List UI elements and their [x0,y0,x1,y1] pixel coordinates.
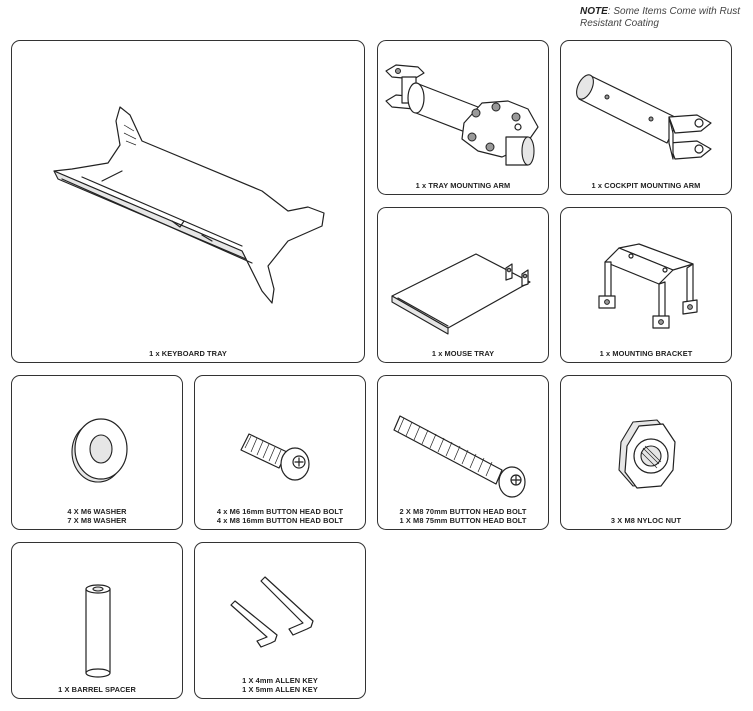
label-line-1: 4 X M6 WASHER [67,507,127,516]
mouse-tray-icon [378,208,550,364]
nyloc-nut-icon [561,376,733,531]
item-card-bolts-long [377,375,549,530]
item-card-mouse-tray [377,207,549,363]
label-line-2: 7 X M8 WASHER [67,516,127,525]
item-label [12,507,182,525]
label-line-1: 1 X BARREL SPACER [58,685,136,694]
label-line-1: 2 X M8 70mm BUTTON HEAD BOLT [399,507,527,516]
barrel-spacer-icon [12,543,184,700]
note-text: : Some Items Come with Rust Resistant Coating [580,6,741,29]
label-line-2: 1 X M8 75mm BUTTON HEAD BOLT [399,516,527,525]
label-line-2: 4 x M8 16mm BUTTON HEAD BOLT [216,516,344,525]
item-label [561,181,731,190]
label-line-1: 4 x M6 16mm BUTTON HEAD BOLT [216,507,344,516]
item-label [378,507,548,525]
item-card-cockpit-mounting-arm [560,40,732,195]
label-line-1: 1 x COCKPIT MOUNTING ARM [591,181,701,190]
rust-coating-note [580,6,750,30]
item-label [561,349,731,358]
item-label [195,507,365,525]
item-label [561,516,731,525]
label-line-1: 1 x MOUNTING BRACKET [599,349,693,358]
item-card-bolts-16mm [194,375,366,530]
item-label [12,349,364,358]
item-card-tray-mounting-arm [377,40,549,195]
item-card-nyloc-nut [560,375,732,530]
item-label [378,181,548,190]
label-line-1: 1 x TRAY MOUNTING ARM [415,181,511,190]
item-label [12,685,182,694]
mounting-bracket-icon [561,208,733,364]
item-card-washers [11,375,183,530]
item-card-mounting-bracket [560,207,732,363]
item-card-barrel-spacer [11,542,183,699]
note-prefix: NOTE [580,6,608,17]
cockpit-mounting-arm-icon [561,41,733,196]
keyboard-tray-icon [12,41,366,364]
tray-mounting-arm-icon [378,41,550,196]
label-line-1: 1 x MOUSE TRAY [431,349,495,358]
item-label [195,676,365,694]
label-line-1: 1 x KEYBOARD TRAY [149,349,227,358]
label-line-1: 1 X 4mm ALLEN KEY [242,676,318,685]
item-label [378,349,548,358]
item-card-allen-keys [194,542,366,699]
label-line-1: 3 X M8 NYLOC NUT [610,516,682,525]
item-card-keyboard-tray [11,40,365,363]
label-line-2: 1 X 5mm ALLEN KEY [242,685,318,694]
